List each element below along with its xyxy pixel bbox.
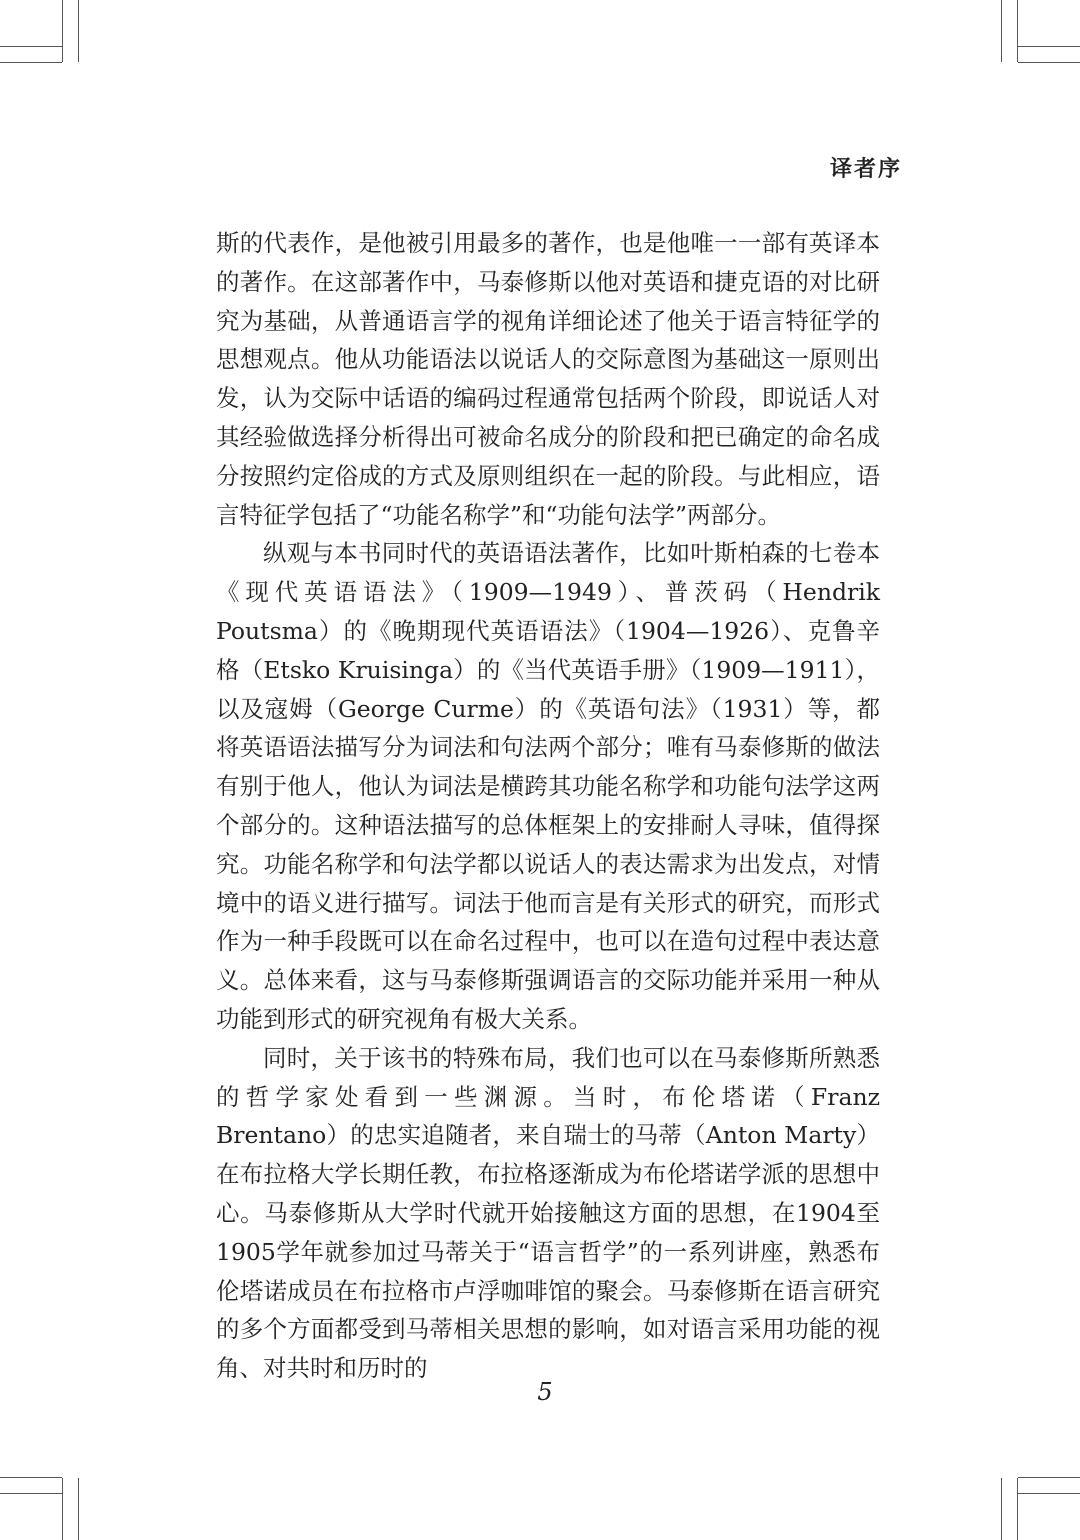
paragraph-3: 同时，关于该书的特殊布局，我们也可以在马泰修斯所熟悉的哲学家处看到一些渊源。当时，布伦塔诺（Franz Brentano）的忠实追随者，来自瑞士的马蒂（Anton Marty）在布拉格大学长期任教，布拉格逐渐成为布伦塔诺学派的思想中心。马泰修斯从大学时代就开始接触这方面的思想，在1904至1905学年就参加过马蒂关于“语言哲学”的一系列讲座，熟悉布伦塔诺成员在布拉格市卢浮咖啡馆的聚会。马泰修斯在语言研究的多个方面都受到马蒂相关思想的影响，如对语言采用功能的视角、对共时和历时的 <box>216 1043 880 1383</box>
crop-mark-bottom-right <box>1000 1460 1080 1540</box>
crop-mark-bottom-left <box>0 1460 80 1540</box>
body-text <box>216 224 880 1388</box>
paragraph-1: 斯的代表作，是他被引用最多的著作，也是他唯一一部有英译本的著作。在这部著作中，马泰修斯以他对英语和捷克语的对比研究为基础，从普通语言学的视角详细论述了他关于语言特征学的思想观点。他从功能语法以说话人的交际意图为基础这一原则出发，认为交际中话语的编码过程通常包括两个阶段，即说话人对其经验做选择分析得出可被命名成分的阶段和把已确定的命名成分按照约定俗成的方式及原则组织在一起的阶段。与此相应，语言特征学包括了“功能名称学”和“功能句法学”两部分。 <box>216 229 880 529</box>
crop-mark-top-left <box>0 0 80 80</box>
paragraph-2: 纵观与本书同时代的英语语法著作，比如叶斯柏森的七卷本《现代英语语法》（1909—1949）、普茨码（Hendrik Poutsma）的《晚期现代英语语法》（1904—1926）、克鲁辛格（Etsko Kruisinga）的《当代英语手册》（1909—1911），以及寇姆（George Curme）的《英语句法》（1931）等，都将英语语法描写分为词法和句法两个部分；唯有马泰修斯的做法有别于他人，他认为词法是横跨其功能名称学和功能句法学这两个部分的。这种语法描写的总体框架上的安排耐人寻味，值得探究。功能名称学和句法学都以说话人的表达需求为出发点，对情境中的语义进行描写。词法于他而言是有关形式的研究，而形式作为一种手段既可以在命名过程中，也可以在造句过程中表达意义。总体来看，这与马泰修斯强调语言的交际功能并采用一种从功能到形式的研究视角有极大关系。 <box>216 539 880 1033</box>
crop-mark-top-right <box>1000 0 1080 80</box>
page-number: 5 <box>537 1378 553 1406</box>
running-header-title: 译者序 <box>829 157 902 182</box>
